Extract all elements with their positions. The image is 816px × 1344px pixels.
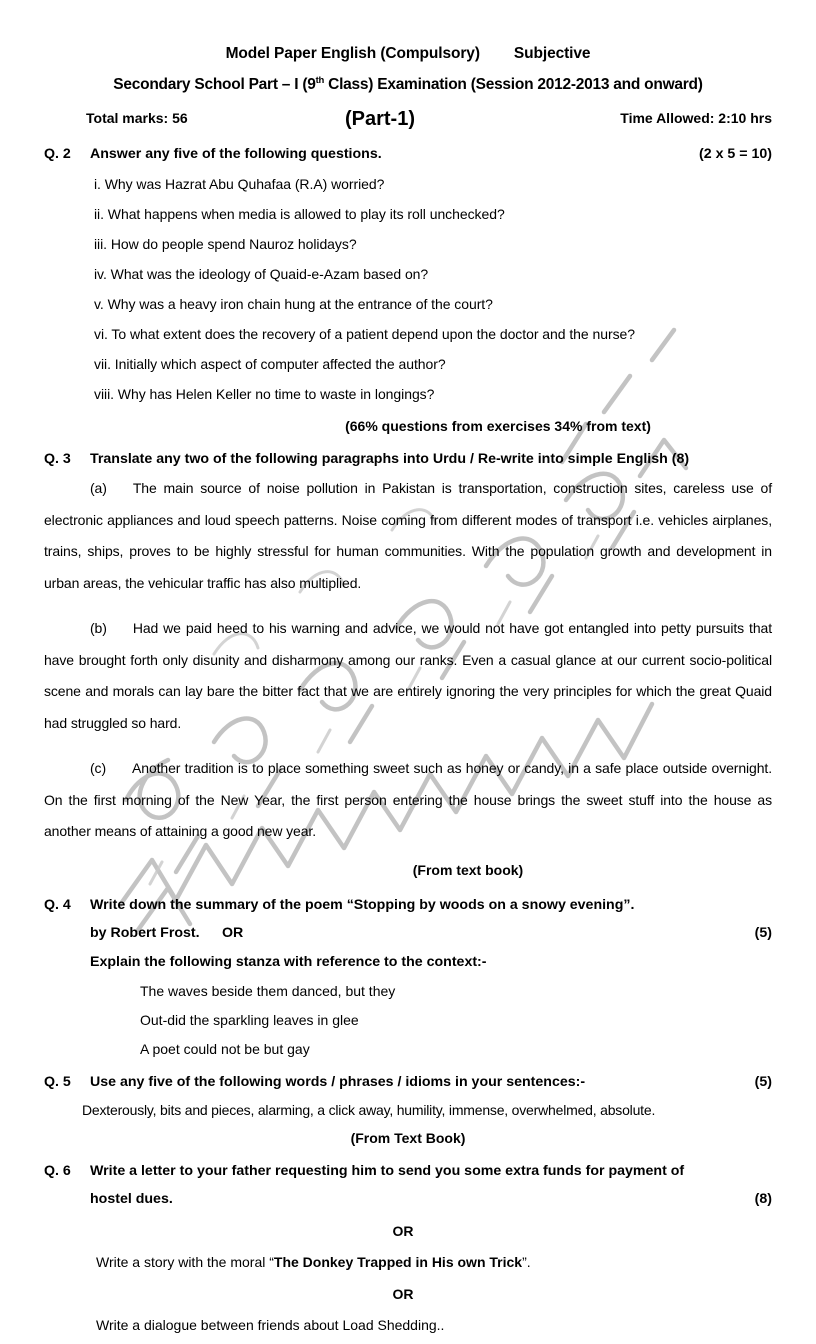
total-marks: Total marks: 56 — [86, 110, 188, 126]
question-6-number: Q. 6 — [44, 1162, 71, 1179]
list-item: vi. To what extent does the recovery of a patient depend upon the doctor and the nurse? — [94, 326, 635, 342]
question-5-words: Dexterously, bits and pieces, alarming, a click away, humility, immense, overwhelmed, absolute. — [82, 1101, 656, 1118]
list-item: viii. Why has Helen Keller no time to waste in longings? — [94, 386, 435, 402]
paragraph-a-body: The main source of noise pollution in Pakistan is transportation, construction sites, careless use of electronic appliances and loud speech patterns. Noise coming from different modes of transport i.e. vehicles airplanes, trains, ships, proves to be highly stressful for human communities. With the population growth and development in urban areas, the vehicular traffic has also multiplied. — [44, 480, 772, 591]
question-4-byline: by Robert Frost. — [90, 924, 200, 941]
question-3-text: Translate any two of the following paragraphs into Urdu / Re-write into simple English (8) — [90, 451, 690, 467]
question-6-text-continued: hostel dues. — [90, 1190, 173, 1207]
question-2-marks: (2 x 5 = 10) — [699, 146, 772, 162]
paper-title: Model Paper English (Compulsory) — [225, 45, 480, 62]
paragraph-a-label: (a) — [90, 480, 107, 496]
question-3-source-note: (From text book) — [412, 861, 524, 878]
time-allowed: Time Allowed: 2:10 hrs — [620, 110, 772, 126]
question-6-or-label-1: OR — [392, 1222, 414, 1239]
question-3-number: Q. 3 — [44, 451, 71, 467]
list-item: v. Why was a heavy iron chain hung at the entrance of the court? — [94, 296, 493, 312]
question-5-marks: (5) — [754, 1073, 772, 1090]
alt1-suffix: ”. — [522, 1253, 531, 1270]
question-4-row — [44, 897, 772, 913]
question-2-sub-list — [44, 176, 772, 402]
question-5-number: Q. 5 — [44, 1073, 71, 1090]
exam-line-post: Class) Examination (Session 2012-2013 and onward) — [324, 76, 703, 93]
stanza-line: The waves beside them danced, but they — [140, 982, 396, 999]
paragraph-c-label: (c) — [90, 760, 107, 776]
question-6-alternate-1 — [44, 1254, 772, 1270]
question-2-row — [44, 146, 772, 162]
part-label: (Part-1) — [344, 108, 415, 130]
exam-line — [44, 76, 772, 94]
question-3-row — [44, 451, 772, 467]
exam-line-pre: Secondary School Part – I (9 — [113, 76, 316, 93]
question-4-byline-row — [44, 925, 772, 941]
question-2-note: (66% questions from exercises 34% from text) — [345, 418, 651, 434]
list-item: vii. Initially which aspect of computer affected the author? — [94, 356, 446, 372]
list-item: iv. What was the ideology of Quaid-e-Azam based on? — [94, 266, 429, 282]
paragraph-c — [44, 753, 772, 848]
question-6-marks: (8) — [754, 1190, 772, 1207]
question-4-or-label: OR — [222, 924, 244, 941]
paragraph-c-body: Another tradition is to place something sweet such as honey or candy, in a safe place outside overnight. On the first morning of the New Year, the first person entering the house brings the sweet stuff into the house as another means of attaining a good new year. — [44, 760, 772, 839]
list-item: ii. What happens when media is allowed to play its roll unchecked? — [94, 206, 505, 222]
question-2-text: Answer any five of the following questions. — [90, 146, 382, 162]
stanza-line: Out-did the sparkling leaves in glee — [140, 1011, 359, 1028]
list-item: i. Why was Hazrat Abu Quhafaa (R.A) worried? — [94, 176, 385, 192]
question-5-row — [44, 1074, 772, 1090]
alt1-prefix: Write a story with the moral “ — [96, 1253, 274, 1270]
question-4-alternate-heading: Explain the following stanza with reference to the context:- — [90, 953, 487, 970]
question-4-number: Q. 4 — [44, 896, 71, 913]
paragraph-a — [44, 473, 772, 599]
question-6-row — [44, 1163, 772, 1179]
list-item: iii. How do people spend Nauroz holidays? — [94, 236, 357, 252]
paper-type: Subjective — [513, 45, 591, 62]
question-6-or-label-2: OR — [392, 1285, 414, 1302]
stanza-line: A poet could not be but gay — [140, 1040, 310, 1057]
paper-meta-row — [44, 106, 772, 129]
paragraph-b-label: (b) — [90, 620, 107, 636]
exam-line-ordinal: th — [315, 74, 325, 86]
paragraph-b — [44, 613, 772, 739]
question-4-text: Write down the summary of the poem “Stopping by woods on a snowy evening”. — [90, 896, 635, 913]
alt1-title: The Donkey Trapped in His own Trick — [273, 1253, 523, 1270]
question-5-source-note: (From Text Book) — [350, 1129, 466, 1146]
paper-title-line — [44, 0, 772, 63]
question-5-text: Use any five of the following words / phrases / idioms in your sentences:- — [90, 1073, 586, 1090]
question-2-number: Q. 2 — [44, 146, 71, 162]
question-6-text: Write a letter to your father requesting him to send you some extra funds for payment of — [90, 1162, 685, 1179]
question-4-marks: (5) — [754, 924, 772, 941]
question-6-alternate-2: Write a dialogue between friends about Load Shedding.. — [96, 1316, 445, 1333]
question-6-continuation-row — [44, 1191, 772, 1207]
paragraph-b-body: Had we paid heed to his warning and advice, we would not have got entangled into petty pursuits that have brought forth only disunity and disharmony among our ranks. Even a casual glance at our current socio-political scene and morals can lay bare the bitter fact that we are entirely ignoring the very principles for which the great Quaid had struggled so hard. — [44, 620, 772, 731]
